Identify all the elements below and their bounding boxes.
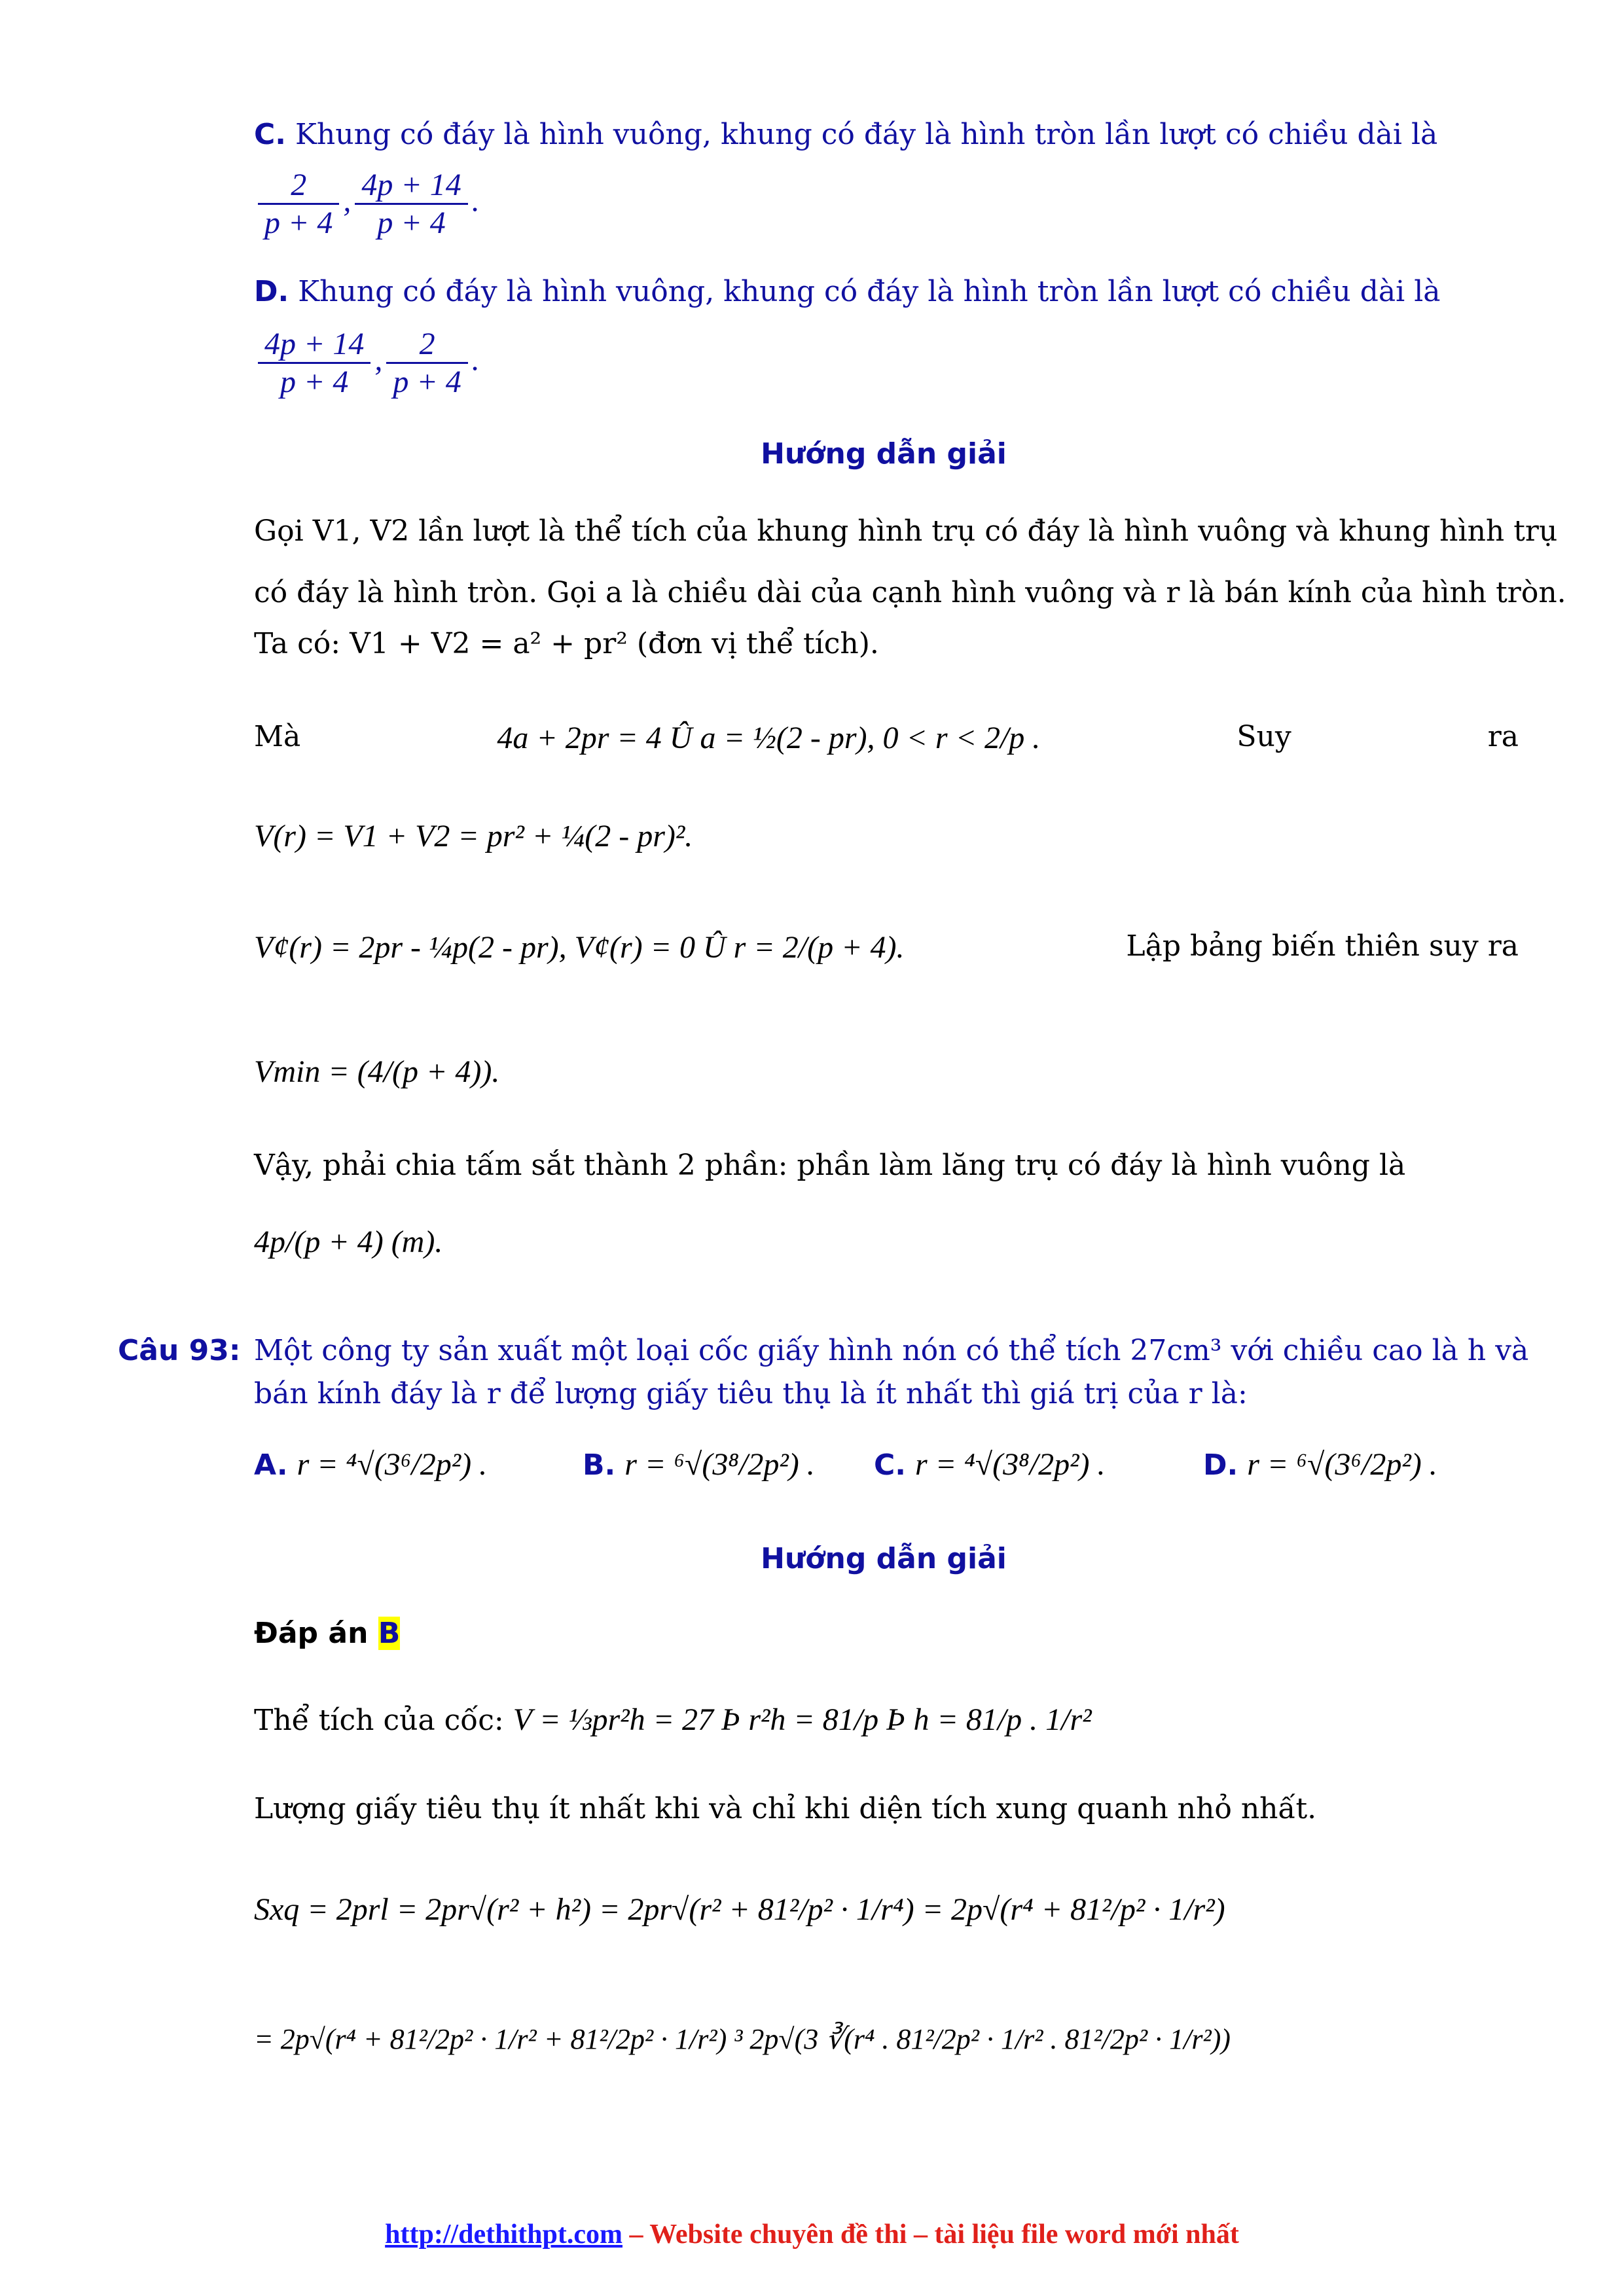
- answer-d-math: r = ⁶√(3⁶/2p²) .: [1247, 1447, 1437, 1482]
- solution-p4-left: Mà: [254, 720, 301, 753]
- answer-c-label: C.: [874, 1448, 907, 1482]
- question-line1: Một công ty sản xuất một loại cốc giấy hình nón có thể tích 27cm³ với chiều cao là h và: [254, 1334, 1529, 1367]
- option-c-label: C.: [254, 118, 287, 151]
- solution-p2: có đáy là hình tròn. Gọi a là chiều dài của cạnh hình vuông và r là bán kính của hình tròn.: [254, 576, 1566, 609]
- answer-key-letter: B: [378, 1617, 401, 1650]
- option-c-text: Khung có đáy là hình vuông, khung có đáy là hình tròn lần lượt có chiều dài là: [295, 118, 1438, 151]
- sxq-line: Sxq = 2prl = 2pr√(r² + h²) = 2pr√(r² + 81²/p² · 1/r⁴) = 2p√(r⁴ + 81²/p² · 1/r²): [254, 1892, 1225, 1927]
- frac-num: 2: [386, 326, 467, 364]
- answer-c[interactable]: [874, 1446, 1106, 1482]
- answer-key: [254, 1617, 400, 1650]
- footer-text: – Website chuyên đề thi – tài liệu file word mới nhất: [623, 2219, 1239, 2250]
- answer-c-math: r = ⁴√(3⁸/2p²) .: [915, 1447, 1106, 1482]
- question-label: [118, 1334, 240, 1367]
- answer-a-label: A.: [254, 1448, 288, 1482]
- option-c: [254, 118, 1519, 151]
- answer-b-math: r = ⁶√(3⁸/2p²) .: [624, 1447, 815, 1482]
- question-line2: bán kính đáy là r để lượng giấy tiêu thụ là ít nhất thì giá trị của r là:: [254, 1377, 1248, 1410]
- answer-b-label: B.: [583, 1448, 616, 1482]
- answer-a-math: r = ⁴√(3⁶/2p²) .: [297, 1447, 488, 1482]
- option-d-fractions: $\frac{4p + 14}{p + 4}$ , $\frac{2}{p + 4}$ .: [254, 326, 480, 400]
- solution-p9: 4p/(p + 4) (m).: [254, 1225, 443, 1259]
- solution-p4-ra: ra: [1487, 720, 1519, 753]
- question-93-label: Câu 93:: [118, 1334, 241, 1367]
- volume-math: V = ⅓pr²h = 27 Þ r²h = 81/p Þ h = 81/p . 1/r²: [513, 1702, 1092, 1737]
- solution-p6-math: V¢(r) = 2pr - ¼p(2 - pr), V¢(r) = 0 Û r = 2/(p + 4).: [254, 930, 905, 965]
- solution-p8: Vậy, phải chia tấm sắt thành 2 phần: phần làm lăng trụ có đáy là hình vuông là: [254, 1149, 1406, 1182]
- solution-p7: Vmin = (4/(p + 4)).: [254, 1054, 500, 1089]
- answer-key-prefix: Đáp án: [254, 1617, 369, 1650]
- footer-link[interactable]: http://dethithpt.com: [385, 2219, 623, 2250]
- solution-p3: Ta có: V1 + V2 = a² + pr² (đơn vị thể tích).: [254, 627, 879, 660]
- footer: [0, 2219, 1624, 2250]
- answer-b[interactable]: [583, 1446, 815, 1482]
- frac-den: p + 4: [377, 206, 446, 240]
- solution-title: Hướng dẫn giải: [761, 437, 1007, 471]
- option-d: [254, 275, 1441, 308]
- solution2-title: Hướng dẫn giải: [761, 1542, 1007, 1575]
- min-text: Lượng giấy tiêu thụ ít nhất khi và chỉ khi diện tích xung quanh nhỏ nhất.: [254, 1792, 1317, 1825]
- solution-p1: Gọi V1, V2 lần lượt là thể tích của khung hình trụ có đáy là hình vuông và khung hình trụ: [254, 514, 1558, 548]
- frac-num: 2: [258, 167, 339, 205]
- frac-den: p + 4: [280, 365, 349, 399]
- solution-p4: [254, 720, 1519, 756]
- answer-a[interactable]: [254, 1446, 487, 1482]
- volume-line: [254, 1702, 1092, 1738]
- option-d-text: Khung có đáy là hình vuông, khung có đáy là hình tròn lần lượt có chiều dài là: [298, 275, 1441, 308]
- solution-p6-text: Lập bảng biến thiên suy ra: [1126, 929, 1519, 963]
- frac-num: 4p + 14: [355, 167, 467, 205]
- frac-num: 4p + 14: [258, 326, 370, 364]
- option-c-fractions: $\frac{2}{p + 4}$ , $\frac{4p + 14}{p + 4}$ .: [254, 167, 480, 241]
- answer-d-label: D.: [1203, 1448, 1238, 1482]
- solution-p4-suy: Suy: [1236, 720, 1291, 753]
- frac-den: p + 4: [393, 365, 461, 399]
- answer-d[interactable]: [1203, 1446, 1437, 1482]
- solution-p5: V(r) = V1 + V2 = pr² + ¼(2 - pr)².: [254, 819, 693, 853]
- option-d-label: D.: [254, 275, 289, 308]
- inequality-line: = 2p√(r⁴ + 81²/2p² · 1/r² + 81²/2p² · 1/r²) ³ 2p√(3 ∛(r⁴ . 81²/2p² · 1/r² . 81²/2p² · 1/r²)): [254, 2023, 1231, 2055]
- frac-den: p + 4: [264, 206, 333, 240]
- volume-label: Thể tích của cốc:: [254, 1704, 504, 1737]
- solution-p6: [254, 929, 1519, 965]
- solution-p4-math: 4a + 2pr = 4 Û a = ½(2 - pr), 0 < r < 2/p .: [497, 721, 1041, 755]
